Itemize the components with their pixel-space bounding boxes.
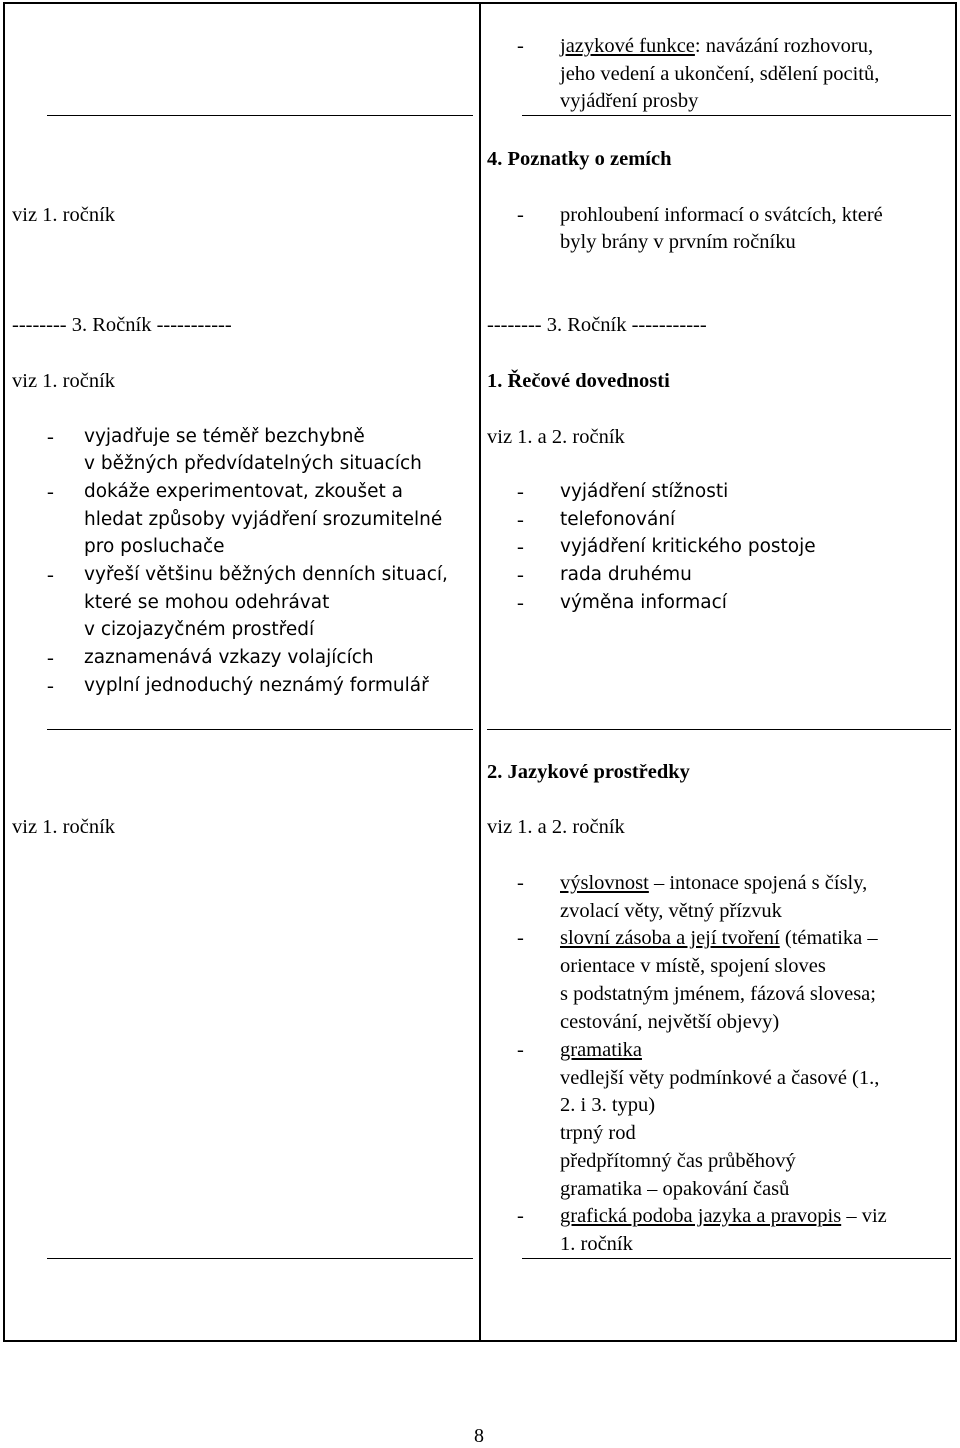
column-divider [479, 2, 481, 1342]
year3-header-right: -------- 3. Ročník ----------- [487, 314, 707, 336]
separator-left-2 [47, 729, 473, 730]
ref-first-year-2: viz 1. ročník [12, 370, 116, 392]
ref-first-year-3: viz 1. ročník [12, 816, 116, 838]
grammar-line4: předpřítomný čas průběhový [560, 1150, 796, 1172]
separator-right-2 [487, 729, 951, 730]
bullet-dash: - [517, 509, 524, 531]
speech-item-4: rada druhému [560, 564, 692, 585]
bullet-dash: - [517, 1039, 524, 1061]
spelling-line2: 1. ročník [560, 1233, 633, 1255]
separator-right-3 [522, 1258, 951, 1259]
language-means-ref: viz 1. a 2. ročník [487, 816, 625, 838]
bullet-dash: - [47, 426, 54, 448]
countries-item-line2: byly brány v prvním ročníku [560, 231, 796, 253]
separator-left-1 [47, 115, 473, 116]
vocabulary-line4: cestování, největší objevy) [560, 1011, 780, 1033]
bullet-dash: - [517, 564, 524, 586]
spelling-label: grafická podoba jazyka a pravopis [560, 1205, 842, 1227]
bullet-dash: - [517, 536, 524, 558]
vocabulary-line1 [560, 924, 878, 952]
outcome-2-line1: dokáže experimentovat, zkoušet a [84, 481, 403, 502]
spelling-line1 [560, 1202, 887, 1230]
language-functions-line3: vyjádření prosby [560, 90, 699, 112]
grammar-line2: 2. i 3. typu) [560, 1094, 656, 1116]
bullet-dash: - [517, 872, 524, 894]
bullet-dash: - [517, 1205, 524, 1227]
vocabulary-label: slovní zásoba a její tvoření [560, 927, 780, 949]
speech-item-3: vyjádření kritického postoje [560, 536, 816, 557]
separator-right-1 [522, 115, 951, 116]
speech-skills-heading: 1. Řečové dovednosti [487, 370, 670, 392]
countries-item-line1: prohloubení informací o svátcích, které [560, 204, 883, 226]
vocabulary-text: (tématika – [779, 927, 878, 949]
spelling-text: – viz [841, 1205, 887, 1227]
grammar-line5: gramatika – opakování časů [560, 1178, 790, 1200]
pronunciation-text: – intonace spojená s čísly, [648, 872, 868, 894]
grammar-label: gramatika [560, 1039, 642, 1061]
vocabulary-line2: orientace v místě, spojení sloves [560, 955, 826, 977]
outcome-3-line2: které se mohou odehrávat [84, 592, 330, 613]
outcome-2-line3: pro posluchače [84, 536, 225, 557]
outcome-1-line2: v běžných předvídatelných situacích [84, 453, 422, 474]
pronunciation-line2: zvolací věty, větný přízvuk [560, 900, 782, 922]
grammar-line1: vedlejší věty podmínkové a časové (1., [560, 1067, 880, 1089]
speech-skills-ref: viz 1. a 2. ročník [487, 426, 625, 448]
outcome-5-line1: vyplní jednoduchý neznámý formulář [84, 675, 429, 696]
language-functions-label: jazykové funkce [560, 35, 695, 57]
bullet-dash: - [517, 481, 524, 503]
grammar-line3: trpný rod [560, 1122, 636, 1144]
bullet-dash: - [47, 564, 54, 586]
ref-first-year: viz 1. ročník [12, 204, 116, 226]
language-means-heading: 2. Jazykové prostředky [487, 761, 690, 783]
speech-item-1: vyjádření stížnosti [560, 481, 729, 502]
bullet-dash: - [517, 592, 524, 614]
vocabulary-line3: s podstatným jménem, fázová slovesa; [560, 983, 876, 1005]
bullet-dash: - [47, 675, 54, 697]
language-functions-line2: jeho vedení a ukončení, sdělení pocitů, [560, 63, 880, 85]
outcome-3-line1: vyřeší většinu běžných denních situací, [84, 564, 448, 585]
speech-item-2: telefonování [560, 509, 676, 530]
year3-header-left: -------- 3. Ročník ----------- [12, 314, 232, 336]
bullet-dash: - [47, 647, 54, 669]
separator-left-3 [47, 1258, 473, 1259]
outcome-3-line3: v cizojazyčném prostředí [84, 619, 315, 640]
outcome-2-line2: hledat způsoby vyjádření srozumitelné [84, 509, 443, 530]
countries-heading: 4. Poznatky o zemích [487, 148, 672, 170]
page-number: 8 [474, 1425, 484, 1447]
bullet-dash: - [517, 927, 524, 949]
outcome-4-line1: zaznamenává vzkazy volajících [84, 647, 374, 668]
language-functions-text: : navázání rozhovoru, [694, 35, 874, 57]
outcome-1-line1: vyjadřuje se téměř bezchybně [84, 426, 365, 447]
speech-item-5: výměna informací [560, 592, 727, 613]
bullet-dash: - [517, 35, 524, 57]
pronunciation-label: výslovnost [560, 872, 649, 894]
language-functions-line1 [560, 32, 873, 60]
pronunciation-line1 [560, 869, 867, 897]
bullet-dash: - [47, 481, 54, 503]
bullet-dash: - [517, 204, 524, 226]
